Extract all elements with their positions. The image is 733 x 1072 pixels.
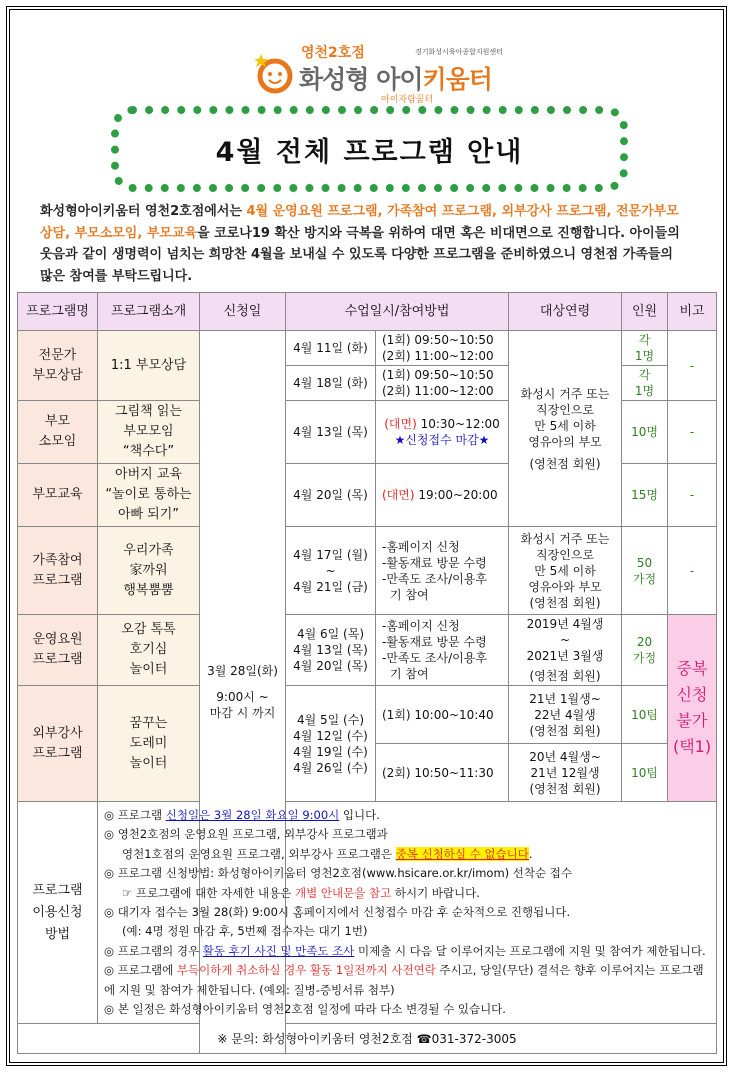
date-group: 4월 13일 (목) [286, 401, 376, 464]
capacity-group: 10명 [622, 401, 668, 464]
program-intro-outside: 꿈꾸는 도레미 놀이터 [98, 686, 200, 802]
table-header-row [18, 293, 717, 331]
program-intro-group: 그림책 읽는 부모모임 “책수다” [98, 401, 200, 464]
apply-date-cell: 3월 28일(화) 9:00시 ~ 마감 시 까지 [200, 331, 286, 1054]
capacity-expert-2: 각 1명 [622, 366, 668, 401]
capacity-family: 50 가정 [622, 527, 668, 615]
header-program-name: 프로그램명 [18, 293, 98, 331]
capacity-staff: 20 가정 [622, 615, 668, 686]
program-intro-edu: 아버지 교육 “놀이로 통하는 아빠 되기” [98, 464, 200, 527]
notes-label: 프로그램 이용신청 방법 [18, 802, 98, 1024]
page-title: 4월 전체 프로그램 안내 [215, 136, 524, 168]
logo [255, 38, 545, 106]
target-family: 화성시 거주 또는 직장인으로 만 5세 이하 영유아와 부모 (영천점 회원) [509, 527, 622, 615]
remark-duplicate: 중복 신청 불가 (택1) [668, 615, 717, 802]
target-staff: 2019년 4월생 ~ 2021년 3월생 (영천점 회원) [509, 615, 622, 686]
remark-family: - [668, 527, 717, 615]
target-outside-2: 20년 4월생~ 21년 12월생 (영천점 회원) [509, 744, 622, 802]
program-name-expert: 전문가 부모상담 [18, 331, 98, 401]
contact-info: ※ 문의: 화성형아이키움터 영천2호점 ☎031-372-3005 [18, 1024, 717, 1054]
target-outside-1: 21년 1월생~ 22년 4월생 (영천점 회원) [509, 686, 622, 744]
child-face-icon [255, 50, 295, 94]
header-capacity: 인원 [622, 293, 668, 331]
time-outside-1: (1회) 10:00~10:40 [376, 686, 509, 744]
remark-group: - [668, 401, 717, 464]
program-name-family: 가족참여 프로그램 [18, 527, 98, 615]
notes-row [18, 802, 717, 1024]
logo-tagline: 아이자람꿈터 [381, 95, 434, 105]
program-intro-expert: 1:1 부모상담 [98, 331, 200, 401]
date-outside: 4월 5일 (수) 4월 12일 (수) 4월 19일 (수) 4월 26일 (수) [286, 686, 376, 802]
target-shared: 화성시 거주 또는 직장인으로 만 5세 이하 영유아의 부모 (영천점 회원) [509, 331, 622, 527]
date-expert-2: 4월 18일 (화) [286, 366, 376, 401]
notes-content: ◎ 프로그램 신청일은 3월 28일 화요일 9:00시 입니다. ◎ 영천2호점의 운영요원 프로그램, 외부강사 프로그램과 영천1호점의 운영요원 프로그램, 외부강사 프로그램은 중복 신청하실 수 없습니다. ◎ 프로그램 신청방법: 화성형아이키움터 영천2호점(www.hsicare.or.kr/imom) 선착순 접수 ☞ 프로그램에 대한 자세한 내용은 개별 안내문을 참고 하시기 바랍니다. ◎ 대기자 접수는 3월 28(화) 9:00시 홈페이지에서 신청접수 마감 후 순차적으로 진행됩니다. (예: 4명 정원 마감 후, 5번째 접수자는 대기 1번) ◎ 프로그램의 경우 활동 후기 사진 및 만족도 조사 미제출 시 다음 달 이루어지는 프로그램에 지원 및 참여가 제한됩니다. ◎ 프로그램에 부득이하게 취소하실 경우 활동 1일전까지 사전연락 주시고, 당일(무단) 결석은 향후 이루어지는 프로그램에 지원 및 참여가 제한됩니다. (예외: 질병-증빙서류 첨부) ◎ 본 일정은 화성형아이키움터 영천2호점 일정에 따라 다소 변경될 수 있습니다. [98, 802, 717, 1024]
capacity-expert-1: 각 1명 [622, 331, 668, 366]
date-family: 4월 17일 (월) ~ 4월 21일 (금) [286, 527, 376, 615]
time-expert-1: (1회) 09:50~10:50 (2회) 11:00~12:00 [376, 331, 509, 366]
capacity-edu: 15명 [622, 464, 668, 527]
program-intro-staff: 오감 톡톡 호기심 놀이터 [98, 615, 200, 686]
logo-branch: 영천2호점 [301, 45, 365, 61]
intro-paragraph: 화성형아이키움터 영천2호점에서는 4월 운영요원 프로그램, 가족참여 프로그램, 외부강사 프로그램, 전문가부모상담, 부모소모임, 부모교육을 코로나19 확산 방지와 극복을 위하여 대면 혹은 비대면으로 진행합니다. 아이들의 웃음과 같이 생명력이 넘치는 희망찬 4월을 보내실 수 있도록 다양한 프로그램을 준비하였으니 영천점 가족들의 많은 참여를 부탁드립니다. [40, 204, 680, 284]
program-name-edu: 부모교육 [18, 464, 98, 527]
table-row [18, 331, 717, 366]
contact-row [18, 1024, 717, 1054]
logo-org: 경기화성시육아종합지원센터 [415, 48, 503, 56]
date-edu: 4월 20일 (목) [286, 464, 376, 527]
date-staff: 4월 6일 (목) 4월 13일 (목) 4월 20일 (목) [286, 615, 376, 686]
header-target: 대상연령 [509, 293, 622, 331]
table-row [18, 527, 717, 615]
time-outside-2: (2회) 10:50~11:30 [376, 744, 509, 802]
title-box [111, 106, 628, 192]
logo-name: 화성형 아이키움터 [299, 65, 492, 94]
capacity-outside-2: 10팀 [622, 744, 668, 802]
date-expert-1: 4월 11일 (화) [286, 331, 376, 366]
method-staff: -홈페이지 신청 -활동재료 방문 수령 -만족도 조사/이용후 기 참여 [376, 615, 509, 686]
table-row [18, 615, 717, 686]
program-intro-family: 우리가족 家까워 행복뿜뿜 [98, 527, 200, 615]
time-edu: (대면) 19:00~20:00 [376, 464, 509, 527]
header-schedule: 수업일시/참여방법 [286, 293, 509, 331]
program-name-group: 부모 소모임 [18, 401, 98, 464]
header-apply-date: 신청일 [200, 293, 286, 331]
method-family: -홈페이지 신청 -활동재료 방문 수령 -만족도 조사/이용후 기 참여 [376, 527, 509, 615]
table-row [18, 686, 717, 744]
program-table [17, 292, 717, 1054]
header-remarks: 비고 [668, 293, 717, 331]
time-group: (대면) 10:30~12:00 ★신청접수 마감★ [376, 401, 509, 464]
capacity-outside-1: 10팀 [622, 686, 668, 744]
header-program-intro: 프로그램소개 [98, 293, 200, 331]
time-expert-2: (1회) 09:50~10:50 (2회) 11:00~12:00 [376, 366, 509, 401]
program-name-outside: 외부강사 프로그램 [18, 686, 98, 802]
program-name-staff: 운영요원 프로그램 [18, 615, 98, 686]
remark-expert: - [668, 331, 717, 401]
remark-edu: - [668, 464, 717, 527]
